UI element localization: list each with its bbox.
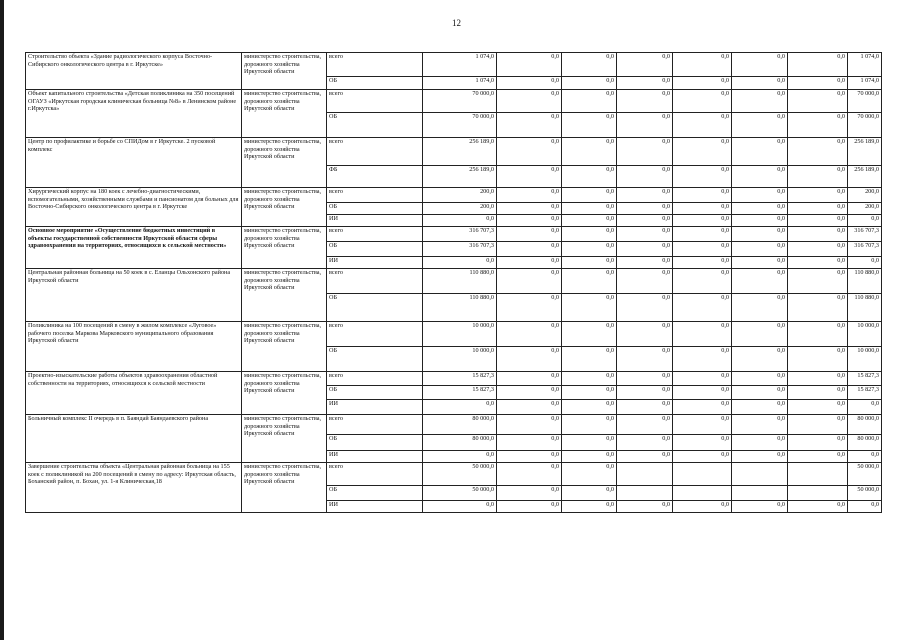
table-row: [26, 372, 882, 386]
amount-cell: 0,0: [788, 90, 848, 113]
amount-cell: 0,0: [497, 77, 562, 90]
amount-cell: 0,0: [617, 90, 673, 113]
amount-cell: 15 827,3: [848, 386, 882, 400]
amount-cell: 0,0: [673, 53, 732, 77]
amount-cell: 0,0: [617, 269, 673, 294]
amount-cell: 0,0: [732, 451, 788, 463]
amount-cell: 70 000,0: [423, 113, 497, 138]
amount-cell: 0,0: [562, 294, 617, 322]
amount-cell: 316 707,3: [423, 242, 497, 257]
amount-cell: 0,0: [562, 203, 617, 215]
amount-cell: 0,0: [732, 227, 788, 242]
amount-cell: 0,0: [562, 166, 617, 188]
amount-cell: 0,0: [562, 53, 617, 77]
amount-cell: 0,0: [732, 294, 788, 322]
amount-cell: 256 189,0: [848, 138, 882, 166]
amount-cell: 0,0: [562, 188, 617, 203]
amount-cell: 0,0: [732, 53, 788, 77]
measure-name: Проектно-изыскательские работы объектов здравоохранения областной собственности на территориях, относящихся к сельской местности: [26, 372, 242, 415]
amount-cell: 0,0: [562, 347, 617, 372]
amount-cell: 10 000,0: [423, 347, 497, 372]
amount-cell: 0,0: [788, 113, 848, 138]
amount-cell: 0,0: [497, 386, 562, 400]
funding-source: всего: [327, 322, 423, 347]
executor-cell: министерство строительства, дорожного хозяйства Иркутской области: [242, 90, 327, 138]
table-row: [26, 53, 882, 77]
amount-cell: 0,0: [497, 501, 562, 513]
amount-cell: 0,0: [562, 435, 617, 451]
amount-cell: 0,0: [673, 322, 732, 347]
amount-cell: 0,0: [617, 386, 673, 400]
amount-cell: 0,0: [788, 415, 848, 435]
funding-source: ИИ: [327, 501, 423, 513]
amount-cell: 1 074,0: [423, 53, 497, 77]
amount-cell: [673, 463, 732, 486]
amount-cell: 110 880,0: [423, 294, 497, 322]
funding-source: ИИ: [327, 215, 423, 227]
amount-cell: 0,0: [423, 501, 497, 513]
executor-cell: министерство строительства, дорожного хозяйства Иркутской области: [242, 415, 327, 463]
amount-cell: 0,0: [617, 242, 673, 257]
funding-source: ОБ: [327, 113, 423, 138]
amount-cell: 0,0: [497, 215, 562, 227]
amount-cell: 0,0: [788, 242, 848, 257]
amount-cell: 80 000,0: [423, 415, 497, 435]
amount-cell: 0,0: [497, 269, 562, 294]
amount-cell: 0,0: [788, 53, 848, 77]
amount-cell: 70 000,0: [848, 113, 882, 138]
amount-cell: 10 000,0: [423, 322, 497, 347]
amount-cell: 0,0: [617, 227, 673, 242]
amount-cell: 0,0: [673, 215, 732, 227]
amount-cell: 0,0: [617, 77, 673, 90]
amount-cell: 0,0: [562, 269, 617, 294]
amount-cell: 0,0: [497, 242, 562, 257]
amount-cell: 0,0: [732, 242, 788, 257]
amount-cell: 0,0: [497, 372, 562, 386]
funding-source: ОБ: [327, 347, 423, 372]
funding-source: ИИ: [327, 400, 423, 415]
executor-cell: министерство строительства, дорожного хозяйства Иркутской области: [242, 138, 327, 188]
amount-cell: 200,0: [423, 188, 497, 203]
amount-cell: 0,0: [788, 501, 848, 513]
measure-name: Больничный комплекс II очередь в п. Баяндай Баяндаевского района: [26, 415, 242, 463]
amount-cell: 0,0: [617, 400, 673, 415]
amount-cell: 0,0: [673, 269, 732, 294]
funding-source: ОБ: [327, 486, 423, 501]
amount-cell: 0,0: [562, 386, 617, 400]
measure-name: Объект капитального строительства «Детская поликлиника на 350 посещений ОГАУЗ «Иркутская городская клиническая больница №8» в Ленинском районе г.Иркутска»: [26, 90, 242, 138]
amount-cell: [732, 486, 788, 501]
funding-source: всего: [327, 90, 423, 113]
amount-cell: 0,0: [497, 227, 562, 242]
table-row: [26, 138, 882, 166]
table-row: [26, 415, 882, 435]
amount-cell: 0,0: [673, 451, 732, 463]
amount-cell: 0,0: [673, 435, 732, 451]
amount-cell: 0,0: [497, 415, 562, 435]
amount-cell: 50 000,0: [423, 463, 497, 486]
amount-cell: 1 074,0: [848, 77, 882, 90]
amount-cell: 0,0: [497, 188, 562, 203]
amount-cell: 256 189,0: [848, 166, 882, 188]
amount-cell: 0,0: [617, 451, 673, 463]
amount-cell: 0,0: [788, 400, 848, 415]
amount-cell: 0,0: [562, 77, 617, 90]
funding-source: ОБ: [327, 242, 423, 257]
amount-cell: 200,0: [423, 203, 497, 215]
amount-cell: 0,0: [788, 188, 848, 203]
measure-name: Завершение строительства объекта «Центральная районная больница на 155 коек с поликлиникой на 200 посещений в смену по адресу: Иркутская область, Боханский район, п. Бохан, ул. 1-я Клиническая,18: [26, 463, 242, 513]
amount-cell: 0,0: [732, 372, 788, 386]
table-row: [26, 90, 882, 113]
amount-cell: 1 074,0: [848, 53, 882, 77]
amount-cell: 0,0: [497, 203, 562, 215]
amount-cell: 0,0: [497, 257, 562, 269]
amount-cell: 0,0: [673, 166, 732, 188]
funding-source: всего: [327, 227, 423, 242]
table-row: [26, 322, 882, 347]
amount-cell: 0,0: [673, 90, 732, 113]
amount-cell: 0,0: [617, 203, 673, 215]
funding-source: ИИ: [327, 451, 423, 463]
amount-cell: 0,0: [732, 386, 788, 400]
table-row: [26, 269, 882, 294]
amount-cell: 0,0: [788, 372, 848, 386]
amount-cell: 0,0: [562, 400, 617, 415]
funding-source: всего: [327, 138, 423, 166]
amount-cell: 0,0: [562, 242, 617, 257]
amount-cell: 0,0: [732, 400, 788, 415]
amount-cell: 0,0: [848, 501, 882, 513]
amount-cell: 0,0: [673, 372, 732, 386]
amount-cell: 0,0: [497, 90, 562, 113]
funding-source: всего: [327, 372, 423, 386]
executor-cell: министерство строительства, дорожного хозяйства Иркутской области: [242, 227, 327, 269]
amount-cell: 0,0: [848, 400, 882, 415]
amount-cell: 0,0: [732, 257, 788, 269]
scan-edge: [0, 0, 4, 640]
amount-cell: 0,0: [562, 322, 617, 347]
amount-cell: 0,0: [562, 372, 617, 386]
amount-cell: [673, 486, 732, 501]
amount-cell: 0,0: [497, 451, 562, 463]
amount-cell: [788, 486, 848, 501]
executor-cell: министерство строительства, дорожного хозяйства Иркутской области: [242, 188, 327, 227]
amount-cell: 0,0: [673, 347, 732, 372]
amount-cell: 0,0: [732, 203, 788, 215]
amount-cell: 316 707,3: [423, 227, 497, 242]
amount-cell: 0,0: [848, 257, 882, 269]
amount-cell: 0,0: [673, 415, 732, 435]
measure-name: Основное мероприятие «Осуществление бюджетных инвестиций в объекты государственной собственности Иркутской области сферы здравоохранения на территориях, относящихся к сельской местности»: [26, 227, 242, 269]
amount-cell: 110 880,0: [848, 269, 882, 294]
amount-cell: 80 000,0: [848, 415, 882, 435]
amount-cell: 0,0: [673, 242, 732, 257]
amount-cell: 0,0: [497, 486, 562, 501]
amount-cell: 0,0: [788, 215, 848, 227]
amount-cell: 0,0: [497, 166, 562, 188]
amount-cell: 0,0: [673, 138, 732, 166]
amount-cell: 110 880,0: [848, 294, 882, 322]
amount-cell: 0,0: [732, 215, 788, 227]
page-number: 12: [452, 18, 461, 28]
amount-cell: 0,0: [732, 435, 788, 451]
amount-cell: 0,0: [788, 203, 848, 215]
amount-cell: 256 189,0: [423, 166, 497, 188]
amount-cell: 15 827,3: [423, 386, 497, 400]
measure-name: Хирургический корпус на 180 коек с лечебно-диагностическими, вспомогательными, хозяйственными службами и пансионатом для больных для Восточно-Сибирского онкологического центра в г. Иркутске: [26, 188, 242, 227]
amount-cell: 0,0: [617, 372, 673, 386]
amount-cell: 0,0: [497, 53, 562, 77]
amount-cell: 0,0: [732, 188, 788, 203]
amount-cell: 0,0: [732, 138, 788, 166]
measure-name: Центр по профилактике и борьбе со СПИДом в г Иркутске. 2 пусковой комплекс: [26, 138, 242, 188]
amount-cell: 0,0: [617, 322, 673, 347]
amount-cell: 0,0: [562, 257, 617, 269]
amount-cell: 0,0: [562, 415, 617, 435]
measure-name: Поликлиника на 100 посещений в смену в жилом комплексе «Луговое» рабочего поселка Маркова Марковского муниципального образования Иркутской области: [26, 322, 242, 372]
amount-cell: 0,0: [617, 415, 673, 435]
funding-source: ОБ: [327, 435, 423, 451]
funding-source: всего: [327, 269, 423, 294]
amount-cell: 0,0: [562, 501, 617, 513]
amount-cell: 0,0: [617, 53, 673, 77]
executor-cell: министерство строительства, дорожного хозяйства Иркутской области: [242, 463, 327, 513]
amount-cell: 0,0: [497, 400, 562, 415]
amount-cell: 0,0: [673, 501, 732, 513]
amount-cell: [617, 463, 673, 486]
amount-cell: 0,0: [848, 215, 882, 227]
amount-cell: [617, 486, 673, 501]
amount-cell: 0,0: [423, 215, 497, 227]
amount-cell: 0,0: [673, 227, 732, 242]
table-row: [26, 188, 882, 203]
amount-cell: 0,0: [732, 415, 788, 435]
amount-cell: 0,0: [497, 113, 562, 138]
amount-cell: 0,0: [617, 501, 673, 513]
amount-cell: 0,0: [673, 400, 732, 415]
amount-cell: 0,0: [673, 257, 732, 269]
amount-cell: 0,0: [562, 463, 617, 486]
amount-cell: 0,0: [562, 113, 617, 138]
table-row: [26, 227, 882, 242]
measure-name: Строительство объекта «Здание радиологического корпуса Восточно-Сибирского онкологического центра в г. Иркутске»: [26, 53, 242, 90]
amount-cell: 50 000,0: [848, 486, 882, 501]
executor-cell: министерство строительства, дорожного хозяйства Иркутской области: [242, 372, 327, 415]
amount-cell: 0,0: [562, 486, 617, 501]
amount-cell: 0,0: [562, 227, 617, 242]
amount-cell: 50 000,0: [423, 486, 497, 501]
amount-cell: 70 000,0: [423, 90, 497, 113]
amount-cell: 0,0: [848, 451, 882, 463]
funding-source: ОБ: [327, 77, 423, 90]
amount-cell: 316 707,3: [848, 242, 882, 257]
funding-source: всего: [327, 415, 423, 435]
amount-cell: 0,0: [562, 215, 617, 227]
funding-source: всего: [327, 463, 423, 486]
amount-cell: 0,0: [673, 188, 732, 203]
amount-cell: 0,0: [497, 435, 562, 451]
amount-cell: 0,0: [788, 347, 848, 372]
amount-cell: 0,0: [788, 227, 848, 242]
amount-cell: 0,0: [673, 294, 732, 322]
amount-cell: 0,0: [673, 386, 732, 400]
funding-source: ФБ: [327, 166, 423, 188]
amount-cell: 0,0: [497, 347, 562, 372]
amount-cell: 0,0: [617, 215, 673, 227]
amount-cell: 0,0: [732, 166, 788, 188]
funding-source: всего: [327, 188, 423, 203]
amount-cell: 50 000,0: [848, 463, 882, 486]
amount-cell: 0,0: [788, 269, 848, 294]
amount-cell: 0,0: [732, 77, 788, 90]
amount-cell: 0,0: [562, 451, 617, 463]
amount-cell: [732, 463, 788, 486]
measure-name: Центральная районная больница на 50 коек в с. Еланцы Ольхонского района Иркутской области: [26, 269, 242, 322]
amount-cell: 80 000,0: [848, 435, 882, 451]
amount-cell: 0,0: [497, 294, 562, 322]
amount-cell: 0,0: [562, 90, 617, 113]
amount-cell: 0,0: [617, 294, 673, 322]
amount-cell: 0,0: [732, 347, 788, 372]
funding-source: ОБ: [327, 203, 423, 215]
amount-cell: 110 880,0: [423, 269, 497, 294]
funding-source: ОБ: [327, 294, 423, 322]
amount-cell: 0,0: [497, 138, 562, 166]
amount-cell: 0,0: [788, 138, 848, 166]
amount-cell: 0,0: [423, 451, 497, 463]
executor-cell: министерство строительства, дорожного хозяйства Иркутской области: [242, 322, 327, 372]
amount-cell: 0,0: [788, 257, 848, 269]
amount-cell: 0,0: [617, 435, 673, 451]
amount-cell: 0,0: [497, 463, 562, 486]
amount-cell: 0,0: [617, 188, 673, 203]
amount-cell: 0,0: [732, 501, 788, 513]
amount-cell: 15 827,3: [848, 372, 882, 386]
amount-cell: 0,0: [788, 166, 848, 188]
executor-cell: министерство строительства, дорожного хозяйства Иркутской области: [242, 53, 327, 90]
amount-cell: [788, 463, 848, 486]
amount-cell: 15 827,3: [423, 372, 497, 386]
amount-cell: 0,0: [788, 451, 848, 463]
amount-cell: 10 000,0: [848, 347, 882, 372]
amount-cell: 0,0: [423, 400, 497, 415]
amount-cell: 256 189,0: [423, 138, 497, 166]
amount-cell: 0,0: [562, 138, 617, 166]
amount-cell: 0,0: [788, 294, 848, 322]
amount-cell: 0,0: [617, 347, 673, 372]
amount-cell: 0,0: [788, 386, 848, 400]
amount-cell: 70 000,0: [848, 90, 882, 113]
funding-source: ОБ: [327, 386, 423, 400]
amount-cell: 10 000,0: [848, 322, 882, 347]
amount-cell: 0,0: [673, 77, 732, 90]
amount-cell: 0,0: [617, 166, 673, 188]
amount-cell: 0,0: [673, 113, 732, 138]
amount-cell: 0,0: [673, 203, 732, 215]
funding-source: ИИ: [327, 257, 423, 269]
amount-cell: 0,0: [497, 322, 562, 347]
amount-cell: 0,0: [732, 90, 788, 113]
amount-cell: 0,0: [788, 322, 848, 347]
amount-cell: 316 707,3: [848, 227, 882, 242]
amount-cell: 0,0: [732, 269, 788, 294]
funding-source: всего: [327, 53, 423, 77]
amount-cell: 0,0: [732, 113, 788, 138]
amount-cell: 1 074,0: [423, 77, 497, 90]
amount-cell: 0,0: [617, 257, 673, 269]
amount-cell: 200,0: [848, 188, 882, 203]
amount-cell: 0,0: [423, 257, 497, 269]
amount-cell: 0,0: [617, 138, 673, 166]
amount-cell: 0,0: [617, 113, 673, 138]
amount-cell: 80 000,0: [423, 435, 497, 451]
executor-cell: министерство строительства, дорожного хозяйства Иркутской области: [242, 269, 327, 322]
budget-table: [25, 52, 882, 513]
amount-cell: 0,0: [788, 77, 848, 90]
table-row: [26, 463, 882, 486]
amount-cell: 200,0: [848, 203, 882, 215]
amount-cell: 0,0: [732, 322, 788, 347]
amount-cell: 0,0: [788, 435, 848, 451]
